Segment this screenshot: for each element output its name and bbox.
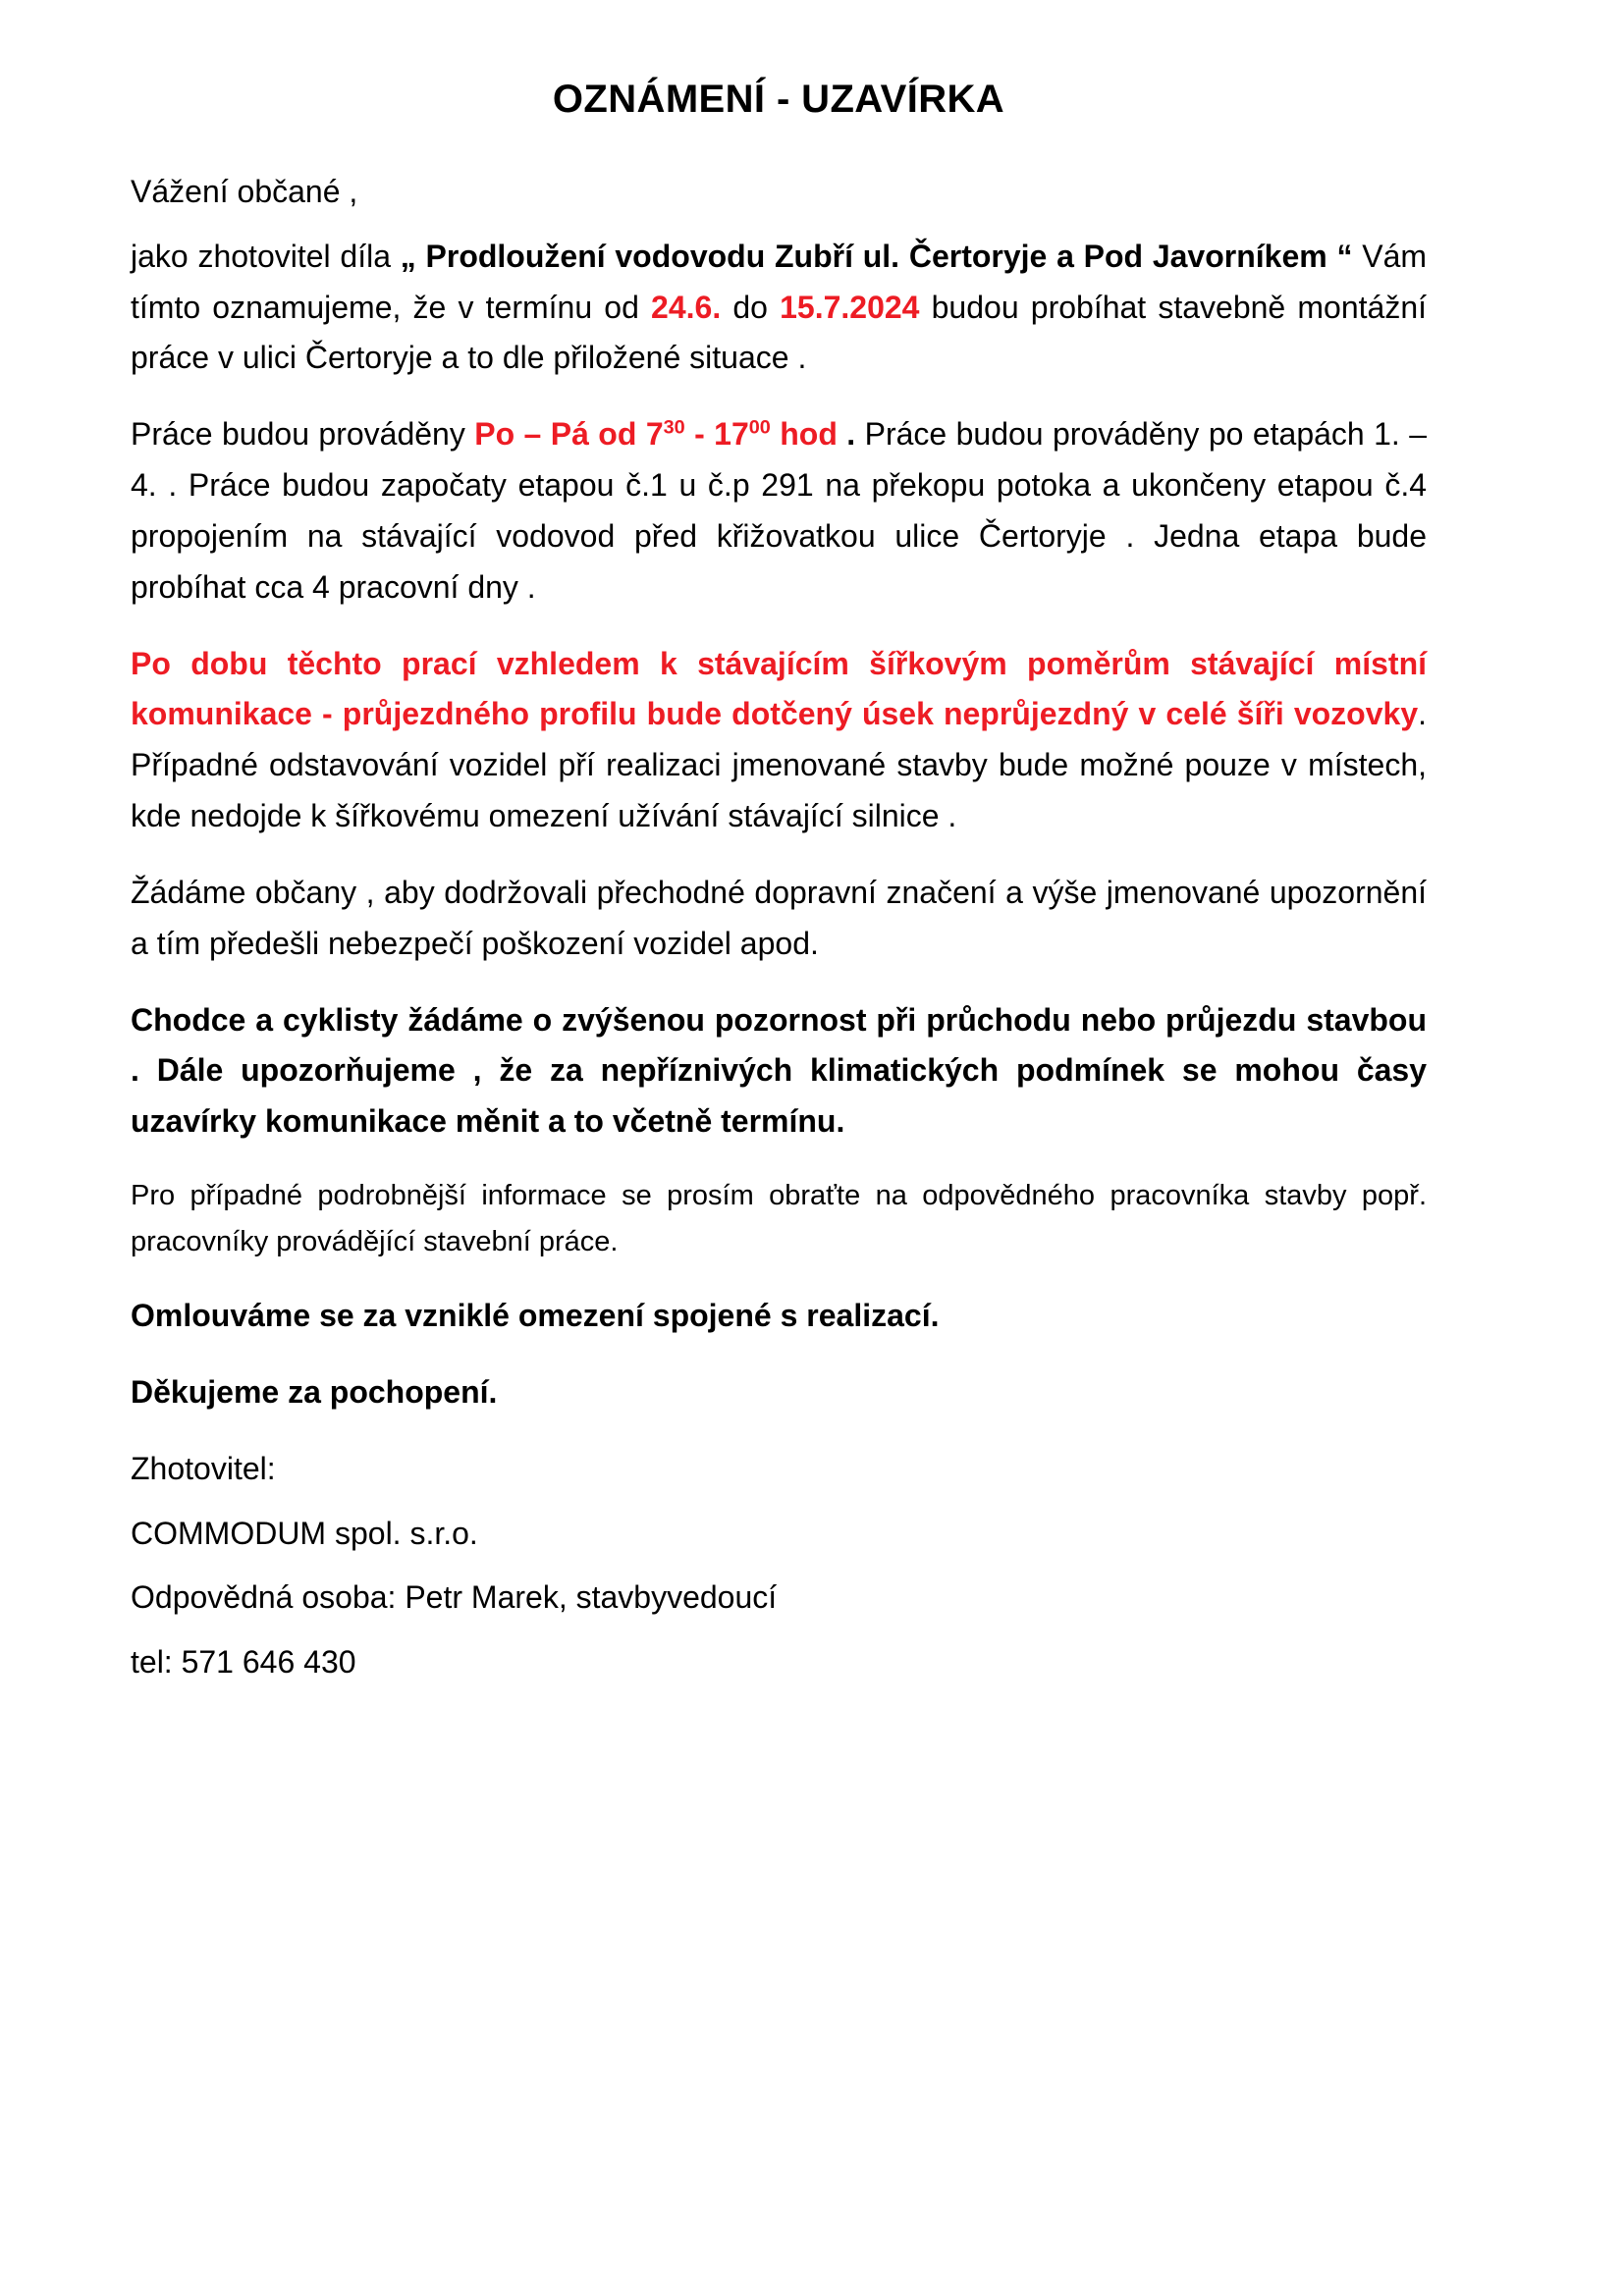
working-hours-sup-start: 30 bbox=[663, 416, 685, 439]
salutation-paragraph: Vážení občané , bbox=[131, 174, 358, 209]
closure-warning-red: Po dobu těchto prací vzhledem k stávajícím šířkovým poměrům stávající místní komunikace - průjezdného profilu bude dotčený úsek neprůjezdný v celé šíři vozovky bbox=[131, 645, 1427, 732]
more-info-paragraph: Pro případné podrobnější informace se prosím obraťte na odpovědného pracovníka stavby popř. pracovníky provádějící stavební práce. bbox=[131, 1180, 1427, 1258]
working-hours-prefix: Po – Pá od 7 bbox=[474, 416, 664, 453]
contractor-company: COMMODUM spol. s.r.o. bbox=[131, 1515, 478, 1551]
schedule-paragraph bbox=[131, 409, 1427, 613]
thanks-paragraph: Děkujeme za pochopení. bbox=[131, 1373, 498, 1410]
contractor-contact-person: Odpovědná osoba: Petr Marek, stavbyvedoucí bbox=[131, 1579, 778, 1616]
intro-between: do bbox=[721, 289, 781, 325]
working-hours bbox=[474, 416, 846, 452]
intro-lead: jako zhotovitel díla bbox=[131, 238, 401, 274]
document-body bbox=[131, 77, 1427, 1702]
working-hours-mid: - 17 bbox=[684, 416, 749, 453]
schedule-period: . bbox=[846, 416, 856, 453]
date-to: 15.7.2024 bbox=[780, 289, 920, 325]
intro-quote-open: „ bbox=[400, 238, 426, 274]
closure-warning-black: . Případné odstavování vozidel pří realizaci jmenované stavby bude možné pouze v místech, kde nedojde k šířkovému omezení užívání stávající silnice . bbox=[131, 696, 1427, 834]
intro-paragraph bbox=[131, 232, 1427, 384]
date-from: 24.6. bbox=[651, 289, 722, 325]
intro-mid: Vám tímto oznamujeme, že v termínu od bbox=[131, 238, 1428, 325]
working-hours-suffix: hod bbox=[770, 416, 847, 453]
request-paragraph: Žádáme občany , aby dodržovali přechodné dopravní značení a výše jmenované upozornění a tím předešli nebezpečí poškození vozidel apod. bbox=[131, 874, 1427, 961]
schedule-lead: Práce budou prováděny bbox=[131, 416, 475, 453]
intro-tail: budou probíhat stavebně montážní práce v ulici Čertoryje a to dle přiložené situace . bbox=[131, 289, 1427, 376]
apology-paragraph: Omlouváme se za vzniklé omezení spojené s realizací. bbox=[131, 1298, 940, 1334]
pedestrians-paragraph: Chodce a cyklisty žádáme o zvýšenou pozornost při průchodu nebo průjezdu stavbou . Dále upozorňujeme , že za nepříznivých klimatických podmínek se mohou časy uzavírky komunikace měnit a to včetně termínu. bbox=[131, 1001, 1427, 1140]
closure-paragraph bbox=[131, 639, 1427, 842]
contractor-label: Zhotovitel: bbox=[131, 1450, 276, 1486]
project-name: Prodloužení vodovodu Zubří ul. Čertoryje a Pod Javorníkem bbox=[425, 238, 1327, 274]
signature-block bbox=[131, 1444, 1427, 1688]
schedule-tail: Práce budou prováděny po etapách 1. – 4. . Práce budou započaty etapou č.1 u č.p 291 na překopu potoka a ukončeny etapou č.4 propojením na stávající vodovod před křižovatkou ulice Čertoryje . Jedna etapa bude probíhat cca 4 pracovní dny . bbox=[131, 416, 1428, 605]
page-title: OZNÁMENÍ - UZAVÍRKA bbox=[552, 78, 1005, 121]
working-hours-sup-end: 00 bbox=[748, 416, 771, 439]
contractor-phone: tel: 571 646 430 bbox=[131, 1644, 356, 1681]
intro-quote-close: “ bbox=[1326, 238, 1363, 274]
